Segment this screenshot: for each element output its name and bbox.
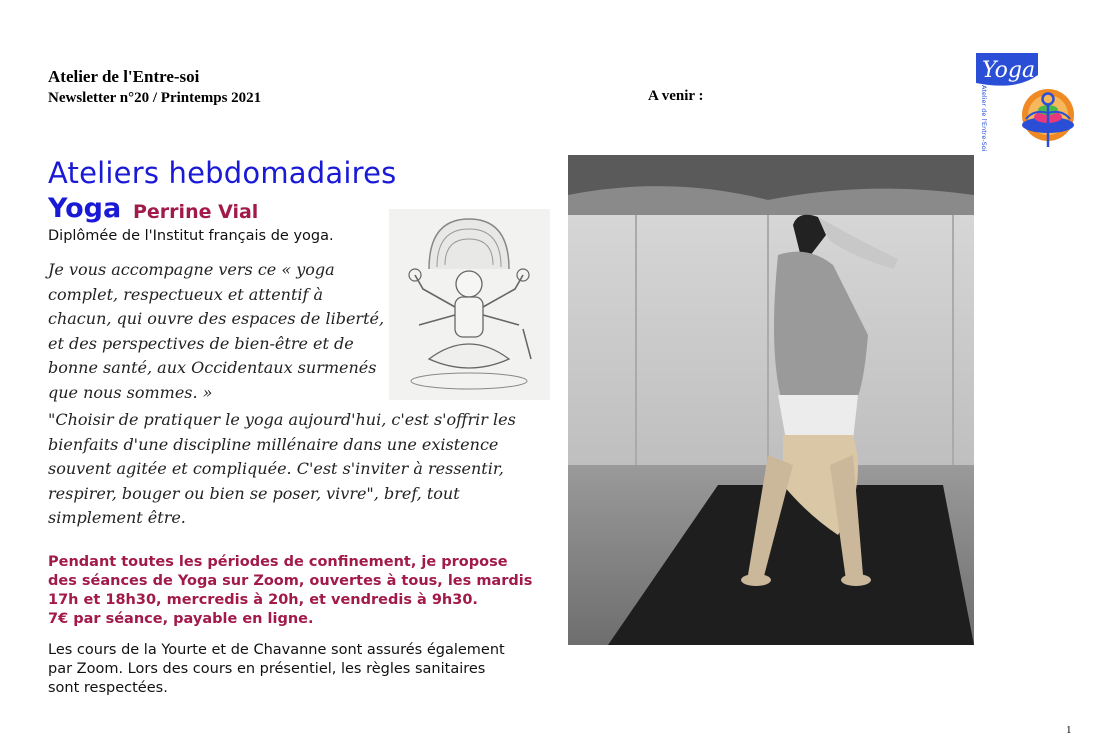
note-line: Les cours de la Yourte et de Chavanne sont assurés également: [48, 642, 505, 658]
yoga-logo: [976, 53, 1082, 153]
diploma-line: Diplômée de l'Institut français de yoga.: [48, 228, 334, 244]
deity-illustration: [389, 209, 550, 400]
quote-intro: Je vous accompagne vers ce « yoga complet, respectueux et attentif à chacun, qui ouvre des espaces de liberté, et des perspectives de bien-être et de bonne santé, aux Occidentaux surmenés que nous sommes. »: [48, 260, 385, 402]
logo-side-text: Atelier de l'Entre-Soi: [980, 85, 988, 152]
newsletter-issue: Newsletter n°20 / Printemps 2021: [48, 90, 262, 106]
org-name: Atelier de l'Entre-soi: [48, 67, 200, 86]
quote-practice: "Choisir de pratiquer le yoga aujourd'hui, c'est s'offrir les bienfaits d'une discipline millénaire dans une existence souvent agitée et compliquée. C'est s'inviter à ressentir, respirer, bouger ou bien se poser, vivre", bref, tout simplement être.: [48, 410, 516, 527]
promo-line: 17h et 18h30, mercredis à 20h, et vendredis à 9h30.: [48, 592, 478, 608]
note-line: sont respectées.: [48, 680, 168, 696]
coming-soon-label: A venir :: [648, 88, 704, 104]
sanitary-note: [48, 641, 548, 698]
zoom-sessions-promo: [48, 553, 548, 629]
note-line: par Zoom. Lors des cours en présentiel, les règles sanitaires: [48, 661, 486, 677]
promo-line: 7€ par séance, payable en ligne.: [48, 611, 314, 627]
section-title: Ateliers hebdomadaires: [48, 156, 397, 190]
yoga-title: Yoga: [48, 193, 122, 224]
page-number: 1: [1066, 724, 1072, 736]
teacher-name: Perrine Vial: [133, 201, 259, 223]
yoga-pose-photo: [568, 155, 974, 645]
promo-line: Pendant toutes les périodes de confinement, je propose: [48, 554, 508, 570]
promo-line: des séances de Yoga sur Zoom, ouvertes à tous, les mardis: [48, 573, 533, 589]
logo-title: Yoga: [982, 58, 1036, 83]
